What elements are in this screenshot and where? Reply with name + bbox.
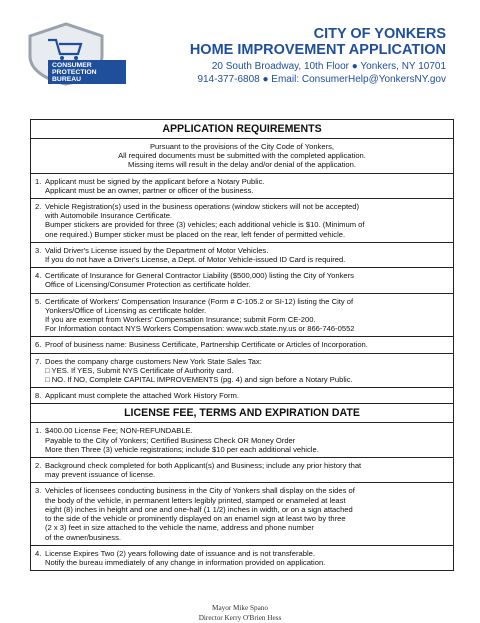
item-line: of the owner/business. bbox=[45, 532, 121, 542]
item-line: Does the company charge customers New York State Sales Tax: bbox=[45, 356, 262, 366]
mayor-name: Mayor Mike Spano bbox=[212, 604, 268, 612]
intro-line: All required documents must be submitted with the completed application. bbox=[118, 151, 366, 161]
item-number: 2. bbox=[35, 461, 42, 471]
logo-line-1: CONSUMER bbox=[52, 62, 92, 69]
city-name: CITY OF YONKERS bbox=[313, 26, 446, 42]
item-text bbox=[45, 246, 447, 264]
page-title: HOME IMPROVEMENT APPLICATION bbox=[189, 42, 446, 58]
item-line: Certificate of Workers' Compensation Insurance (Form # C-105.2 or SI-12) listing the City of bbox=[45, 296, 354, 306]
item-line: with Automobile Insurance Certificate. bbox=[45, 211, 173, 221]
item-line: Notify the bureau immediately of any change in information provided on application. bbox=[45, 557, 326, 567]
item-line: Proof of business name: Business Certificate, Partnership Certificate or Articles of Incorporation. bbox=[45, 340, 368, 350]
requirements-item-7 bbox=[31, 354, 453, 389]
fees-item-1 bbox=[31, 423, 453, 458]
requirements-item-6 bbox=[31, 337, 453, 353]
requirements-item-2 bbox=[31, 199, 453, 243]
item-text bbox=[45, 486, 447, 541]
requirements-list bbox=[31, 174, 453, 404]
item-line: the body of the vehicle, in permanent letters legibly printed, stamped or enameled at least bbox=[45, 495, 346, 505]
office-address: 20 South Broadway, 10th Floor ● Yonkers, NY 10701 bbox=[211, 61, 446, 72]
item-text bbox=[45, 177, 447, 195]
item-text bbox=[45, 297, 447, 334]
requirements-table bbox=[30, 119, 454, 571]
item-number: 5. bbox=[35, 296, 42, 306]
header-text-block bbox=[190, 26, 446, 86]
item-line: Vehicle Registration(s) used in the business operations (window stickers will not be accepted) bbox=[45, 202, 360, 212]
requirements-heading: APPLICATION REQUIREMENTS bbox=[31, 120, 453, 139]
item-number: 3. bbox=[35, 486, 42, 496]
logo-line-3: BUREAU bbox=[52, 76, 82, 83]
requirements-item-5 bbox=[31, 294, 453, 338]
item-text bbox=[45, 461, 447, 479]
fees-item-3 bbox=[31, 483, 453, 545]
fees-item-2 bbox=[31, 458, 453, 483]
item-line: one required.) Bumper sticker must be placed on the rear, left fender of permitted vehicle. bbox=[45, 229, 346, 239]
requirements-intro bbox=[31, 139, 453, 174]
fees-heading: LICENSE FEE, TERMS AND EXPIRATION DATE bbox=[31, 403, 453, 423]
item-number: 7. bbox=[35, 356, 42, 366]
item-line: License Expires Two (2) years following date of issuance and is not transferable. bbox=[45, 548, 316, 558]
item-text bbox=[45, 357, 447, 385]
intro-line: Missing items will result in the delay and/or denial of the application. bbox=[128, 160, 356, 170]
item-text bbox=[45, 271, 447, 289]
item-line: Payable to the City of Yonkers; Certified Business Check OR Money Order bbox=[45, 435, 296, 445]
item-text bbox=[45, 340, 447, 349]
item-line: Vehicles of licensees conducting business in the City of Yonkers shall display on the sides of bbox=[45, 486, 355, 496]
item-line: $400.00 License Fee; NON-REFUNDABLE. bbox=[45, 426, 193, 436]
item-line: For Information contact NYS Workers Compensation: www.wcb.state.ny.us or 866-746-0552 bbox=[45, 324, 355, 334]
item-number: 3. bbox=[35, 245, 42, 255]
item-line: Bumper stickers are provided for three (3) vehicles; each additional vehicle is $10. (Minimum of bbox=[45, 220, 365, 230]
requirements-item-3 bbox=[31, 243, 453, 268]
item-line: Applicant must be an owner, partner or officer of the business. bbox=[45, 185, 254, 195]
requirements-item-4 bbox=[31, 268, 453, 293]
item-text bbox=[45, 391, 447, 400]
item-number: 4. bbox=[35, 548, 42, 558]
item-line: to the side of the vehicle or prominently displayed on an enamel sign at least two by three bbox=[45, 514, 346, 524]
item-line: Applicant must complete the attached Work History Form. bbox=[45, 391, 239, 401]
item-text bbox=[45, 426, 447, 454]
fees-list bbox=[31, 423, 453, 570]
item-line: Background check completed for both Applicant(s) and Business; include any prior history that bbox=[45, 461, 362, 471]
contact-info: 914-377-6808 ● Email: ConsumerHelp@YonkersNY.gov bbox=[197, 74, 446, 85]
item-line: □ YES. If YES, Submit NYS Certificate of Authority card. bbox=[45, 365, 234, 375]
item-line: Valid Driver's License issued by the Department of Motor Vehicles. bbox=[45, 245, 269, 255]
item-line: If you are exempt from Workers' Compensation Insurance; submit Form CE-200. bbox=[45, 315, 316, 325]
item-text bbox=[45, 549, 447, 567]
item-number: 6. bbox=[35, 340, 42, 350]
requirements-item-1 bbox=[31, 174, 453, 199]
logo-line-2: PROTECTION bbox=[52, 69, 97, 76]
item-text bbox=[45, 202, 447, 239]
item-number: 4. bbox=[35, 271, 42, 281]
item-line: More then Three (3) vehicle registrations; include $10 per each additional vehicle. bbox=[45, 444, 319, 454]
item-line: Applicant must be signed by the applicant before a Notary Public. bbox=[45, 176, 265, 186]
item-line: may prevent issuance of license. bbox=[45, 470, 156, 480]
item-number: 1. bbox=[35, 176, 42, 186]
fees-item-4 bbox=[31, 546, 453, 570]
consumer-protection-bureau-logo bbox=[26, 22, 128, 86]
item-number: 2. bbox=[35, 202, 42, 212]
director-name: Director Kerry O'Brien Hess bbox=[198, 614, 282, 622]
item-line: eight (8) inches in height and one and one-half (1 1/2) inches in width, or on a sign attached bbox=[45, 504, 353, 514]
item-line: Certificate of Insurance for General Contractor Liability ($500,000) listing the City of Yonkers bbox=[45, 271, 354, 281]
letterhead bbox=[0, 0, 480, 116]
intro-line: Pursuant to the provisions of the City Code of Yonkers, bbox=[149, 142, 335, 151]
requirements-item-8 bbox=[31, 388, 453, 403]
item-line: If you do not have a Driver's License, a Dept. of Motor Vehicle-issued ID Card is required. bbox=[45, 255, 346, 265]
item-line: Office of Licensing/Consumer Protection as certificate holder. bbox=[45, 280, 251, 290]
footer bbox=[0, 603, 480, 623]
item-line: □ NO. If NO, Complete CAPITAL IMPROVEMENTS (pg. 4) and sign before a Notary Public. bbox=[45, 375, 353, 385]
item-line: (2 x 3) feet in size attached to the vehicle the name, address and phone number bbox=[45, 523, 314, 533]
item-number: 1. bbox=[35, 426, 42, 436]
item-line: Yonkers/Office of Licensing as certificate holder. bbox=[45, 305, 207, 315]
item-number: 8. bbox=[35, 391, 42, 401]
